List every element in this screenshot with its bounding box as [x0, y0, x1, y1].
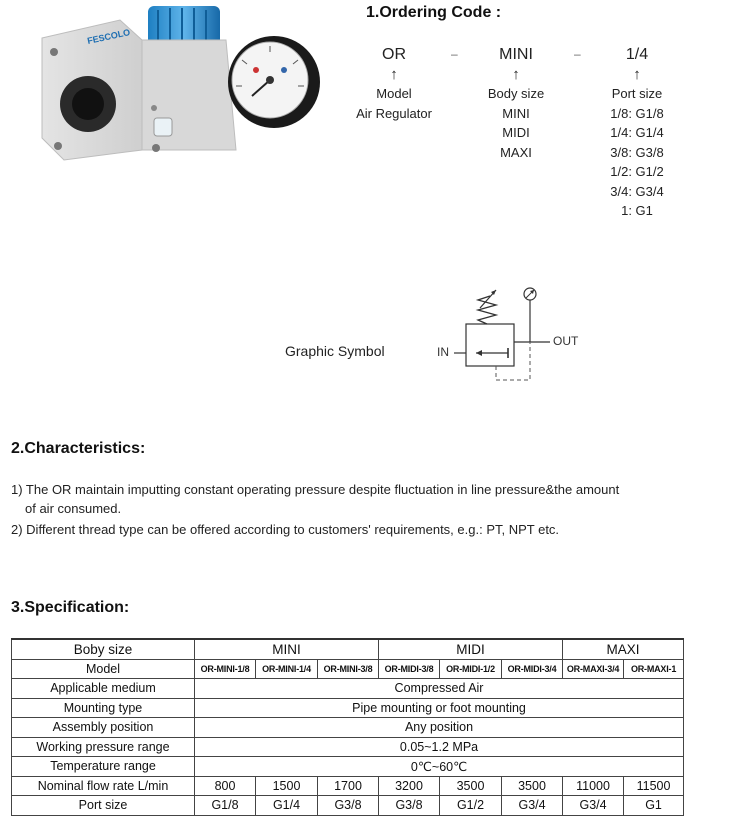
specification-table [11, 638, 684, 816]
table-cell: Model [12, 659, 195, 679]
code-column-port-size [597, 44, 677, 221]
table-cell: G1/8 [195, 796, 256, 816]
table-row [12, 659, 684, 679]
table-cell: 11500 [624, 776, 684, 796]
brand-logo: FESCOLO [86, 27, 131, 46]
table-row [12, 796, 684, 816]
table-cell: Mounting type [12, 698, 195, 718]
table-cell: OR-MINI-1/4 [256, 659, 318, 679]
table-cell: G1/2 [440, 796, 502, 816]
table-cell: 0.05~1.2 MPa [195, 737, 684, 757]
table-cell: Compressed Air [195, 679, 684, 699]
table-cell: 1500 [256, 776, 318, 796]
table-cell: OR-MIDI-3/8 [379, 659, 440, 679]
code-line: Model [376, 86, 412, 101]
graphic-symbol-label: Graphic Symbol [285, 343, 385, 359]
characteristic-item-cont: of air consumed. [25, 501, 122, 516]
table-cell: MAXI [563, 639, 684, 659]
table-cell: OR-MIDI-1/2 [440, 659, 502, 679]
table-row [12, 698, 684, 718]
table-cell: 1700 [318, 776, 379, 796]
table-cell: G3/4 [563, 796, 624, 816]
table-cell: Any position [195, 718, 684, 738]
table-cell: OR-MAXI-3/4 [563, 659, 624, 679]
up-arrow-icon: ↑ [633, 66, 641, 83]
table-cell: Applicable medium [12, 679, 195, 699]
table-cell: 11000 [563, 776, 624, 796]
table-row [12, 737, 684, 757]
table-cell: G1/4 [256, 796, 318, 816]
characteristics-title: 2.Characteristics: [11, 440, 146, 457]
code-value: MINI [499, 46, 533, 63]
code-line: 3/4: G3/4 [610, 183, 664, 199]
code-line: Air Regulator [356, 105, 432, 121]
code-line: Body size [487, 86, 545, 101]
table-cell: G3/8 [318, 796, 379, 816]
table-cell: OR-MINI-1/8 [195, 659, 256, 679]
code-value: 1/4 [625, 46, 649, 63]
code-separator: – [574, 47, 581, 61]
up-arrow-icon: ↑ [390, 66, 398, 83]
code-line: 1/8: G1/8 [610, 105, 664, 121]
up-arrow-icon: ↑ [512, 66, 520, 83]
table-row [12, 679, 684, 699]
product-photo [30, 0, 332, 170]
table-cell: Nominal flow rate L/min [12, 776, 195, 796]
table-cell: G3/8 [379, 796, 440, 816]
code-column-model [354, 44, 434, 123]
characteristic-item: 1) The OR maintain imputting constant operating pressure despite fluctuation in line pressure&the amount [11, 482, 620, 497]
table-cell: OR-MIDI-3/4 [502, 659, 563, 679]
code-separator: – [451, 47, 458, 61]
code-line: MIDI [502, 125, 530, 140]
table-row [12, 757, 684, 777]
code-line: 1/2: G1/2 [610, 164, 664, 179]
code-line: 3/8: G3/8 [610, 144, 664, 160]
table-cell: 0℃~60℃ [195, 757, 684, 777]
table-cell: 3500 [502, 776, 563, 796]
ordering-code-title: 1.Ordering Code : [366, 4, 502, 21]
symbol-out-label: OUT [553, 334, 579, 348]
table-row [12, 718, 684, 738]
table-cell: Working pressure range [12, 737, 195, 757]
table-cell: Assembly position [12, 718, 195, 738]
code-value: OR [382, 46, 406, 63]
table-cell: 3200 [379, 776, 440, 796]
code-column-body-size [476, 44, 556, 162]
code-line: MINI [502, 105, 530, 121]
table-cell: G3/4 [502, 796, 563, 816]
table-cell: MIDI [379, 639, 563, 659]
characteristic-item: 2) Different thread type can be offered according to customers' requirements, e.g.: PT, NPT etc. [11, 522, 560, 537]
table-cell: Boby size [12, 639, 195, 659]
table-cell: Pipe mounting or foot mounting [195, 698, 684, 718]
specification-title: 3.Specification: [11, 599, 130, 616]
table-cell: 800 [195, 776, 256, 796]
table-row [12, 639, 684, 659]
code-line: Port size [611, 86, 663, 101]
table-cell: Port size [12, 796, 195, 816]
table-cell: G1 [624, 796, 684, 816]
table-row [12, 776, 684, 796]
table-cell: OR-MAXI-1 [624, 659, 684, 679]
table-cell: 3500 [440, 776, 502, 796]
symbol-in-label: IN [437, 345, 449, 359]
table-cell: Temperature range [12, 757, 195, 777]
code-line: MAXI [500, 144, 532, 160]
table-cell: MINI [195, 639, 379, 659]
table-cell: OR-MINI-3/8 [318, 659, 379, 679]
code-line: 1: G1 [621, 203, 653, 218]
code-line: 1/4: G1/4 [610, 125, 664, 140]
